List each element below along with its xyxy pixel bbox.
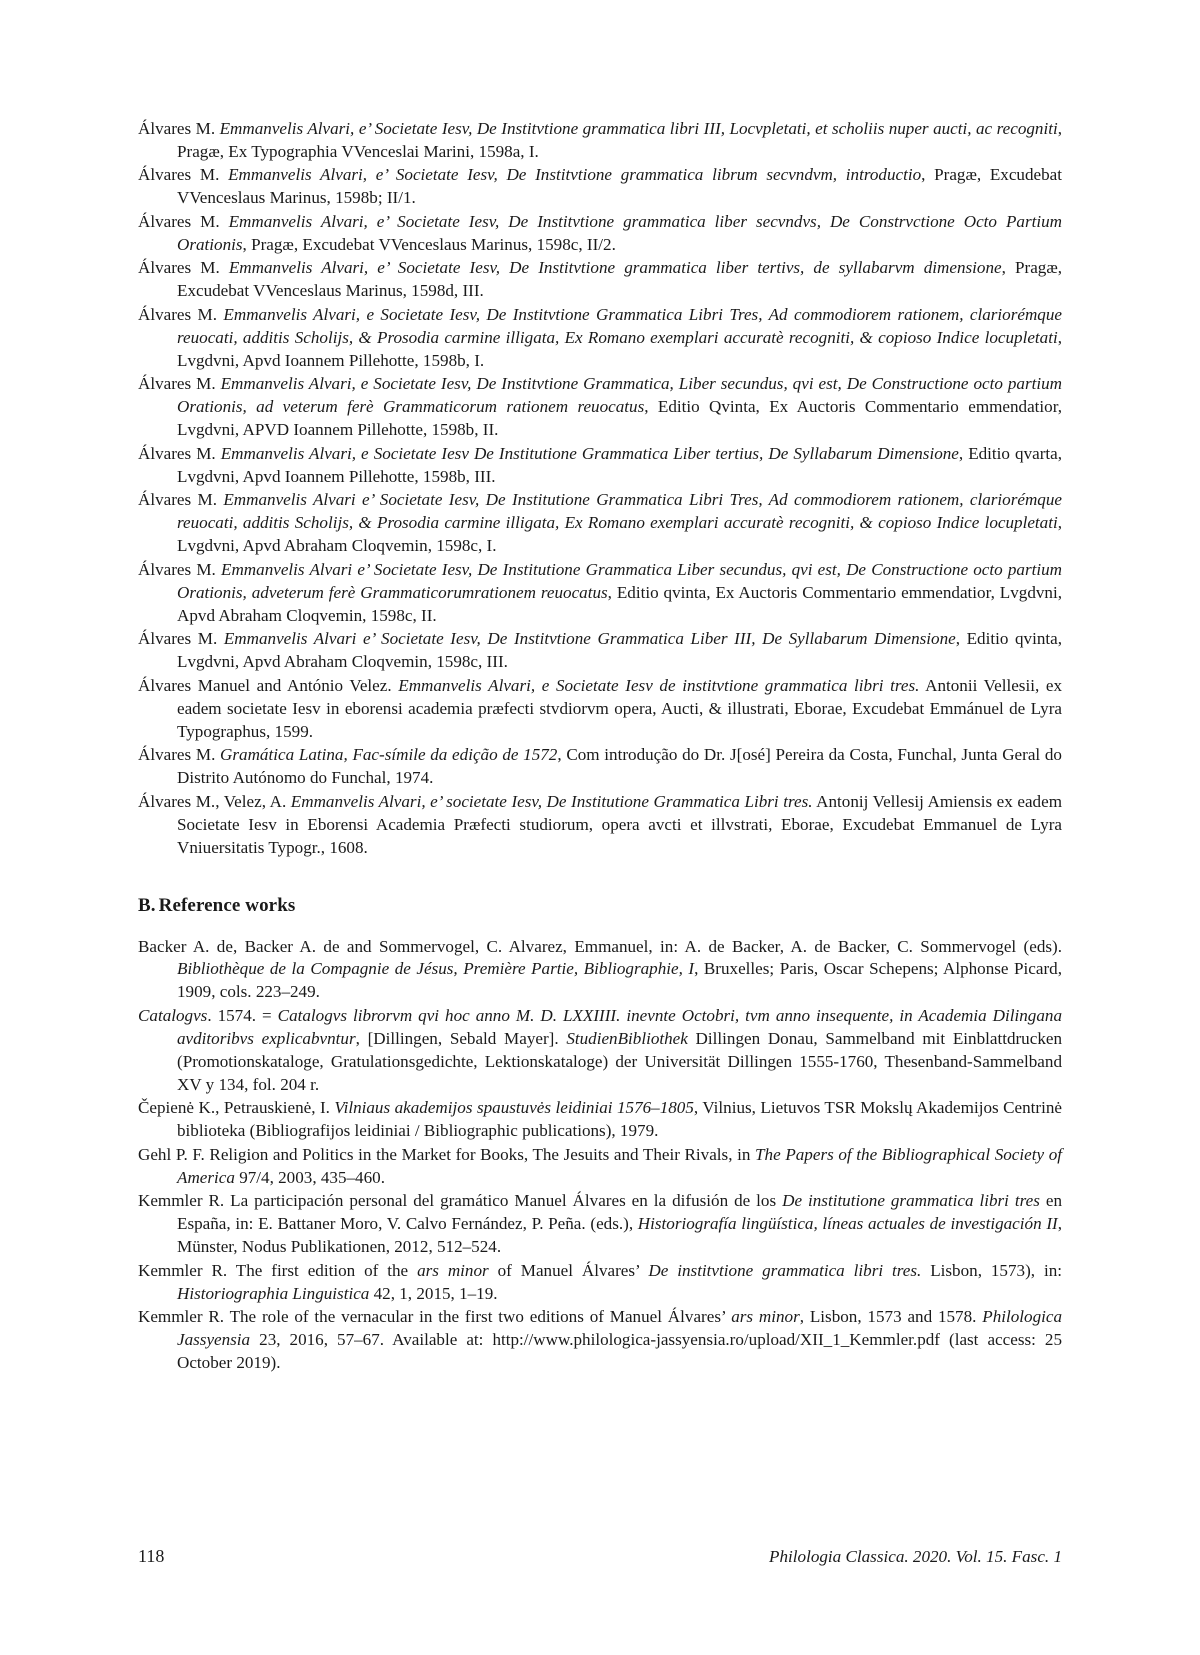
entry-text: , Pragæ, Excudebat VVenceslaus Marinus, 1598d, III. [177,258,1062,301]
bibliography-entry [138,744,1062,790]
entry-text: , Münster, Nodus Publikationen, 2012, 512–524. [177,1214,1062,1257]
entry-title-italic: Emmanvelis Alvari e’ Societate Iesv, De Institutione Grammatica Libri Tres, Ad commodiorem rationem, clariorémque reuocati, additis Scholijs, & Prosodia carmine illigata, Ex Romano exemplari accuratè recogniti, & copioso Indice locupletati [177,490,1062,533]
entry-text: Álvares M. [138,490,224,510]
entry-text: Álvares M. [138,374,221,394]
entry-text: , Vilnius, Lietuvos TSR Mokslų Akademijos Centrinė biblioteka (Bibliografijos leidiniai / Bibliographic publications), 1979. [177,1098,1062,1141]
bibliography-entry [138,257,1062,303]
reference-list-reference-works [138,936,1062,1376]
bibliography-entry [138,1260,1062,1306]
bibliography-entry [138,118,1062,164]
page-number: 118 [138,1546,165,1566]
bibliography-entry [138,1005,1062,1097]
entry-text: , Editio qvinta, Ex Auctoris Commentario emmendatior, Lvgdvni, Apvd Abraham Cloqvemin, 1598c, II. [177,582,1062,625]
bibliography-entry [138,1306,1062,1375]
entry-title-italic: Emmanvelis Alvari, e’ Societate Iesv, De Institvtione grammatica libri III, Locvpletati, et scholiis nuper aucti, ac recogniti [219,119,1058,138]
entry-text: Álvares M., Velez, A. [138,791,291,811]
bibliography-entry [138,164,1062,210]
entry-text: , Lisbon, 1573 and 1578. [799,1307,983,1327]
entry-text: of Manuel Álvares’ [488,1260,649,1280]
entry-title-italic: Emmanvelis Alvari, e’ Societate Iesv, De Institvtione grammatica liber secvndvs, De Constrvctione Octo Partium Orationis [177,211,1062,254]
entry-text: Álvares M. [138,258,229,278]
entry-text: , Editio qvinta, Lvgdvni, Apvd Abraham Cloqvemin, 1598c, III. [177,629,1062,672]
entry-text: Lisbon, 1573), in: [921,1260,1063,1280]
entry-text: Kemmler R. La participación personal del gramático Manuel Álvares en la difusión de los [138,1191,783,1211]
entry-text: Backer A. de, Backer A. de and Sommervogel, C. Alvarez, Emmanuel, in: A. de Backer, A. de Backer, C. Sommervogel (eds). [138,936,1062,956]
entry-text: , Editio Qvinta, Ex Auctoris Commentario emmendatior, Lvgdvni, APVD Ioannem Pillehotte, 1598b, II. [177,397,1062,440]
entry-text: Álvares Manuel and António Velez. [138,675,399,695]
entry-text: en España, in: E. Battaner Moro, V. Calvo Fernández, P. Peña. (eds.), [177,1191,1062,1234]
entry-title-italic: The Papers of the Bibliographical Society of America [177,1144,1062,1187]
entry-text: Álvares M. [138,629,224,649]
bibliography-entry [138,1190,1062,1259]
entry-text: Antonii Vellesii, ex eadem societate Iesv in eborensi academia præfecti stvdiorvm opera, Aucti, & illustrati, Eborae, Excudebat Emmánuel de Lyra Typographus, 1599. [177,675,1062,741]
entry-text: 23, 2016, 57–67. Available at: http://www.philologica-jassyensia.ro/upload/XII_1_Kemmler.pdf (last access: 25 October 2019). [177,1330,1062,1373]
entry-text: Dillingen Donau, Sammelband mit Einblattdrucken (Promotionskataloge, Gratulationsgedichte, Lektionskataloge) der Universität Dillingen 1555-1760, Thesenband-Sammelband XV y 134, fol. 204 r. [177,1028,1062,1094]
entry-title-italic: Emmanvelis Alvari, e Societate Iesv De Institutione Grammatica Liber tertius, De Syllabarum Dimensione [220,443,959,463]
bibliography-entry [138,373,1062,442]
bibliography-entry [138,304,1062,373]
entry-text: Kemmler R. The first edition of the [138,1260,418,1280]
entry-title-italic: Emmanvelis Alvari e’ Societate Iesv, De Institutione Grammatica Liber secundus, qvi est, De Constructione octo partium Orationis, adveterum ferè Grammaticorumrationem reuocatus [177,559,1062,602]
entry-title-italic: Philologica Jassyensia [177,1307,1063,1350]
bibliography-entry [138,489,1062,558]
entry-text: Álvares M. [138,119,220,138]
entry-text: 97/4, 2003, 435–460. [234,1167,385,1187]
entry-title-italic: Emmanvelis Alvari, e Societate Iesv, De Institvtione Grammatica Libri Tres, Ad commodiorem rationem, clariorémque reuocati, additis Scholijs, & Prosodia carmine illigata, Ex Romano exemplari accuratè recogniti, & copioso Indice locupletati [177,304,1062,347]
entry-title-italic: Historiographia Linguistica [177,1283,370,1303]
bibliography-entry [138,443,1062,489]
entry-title-italic: Gramática Latina, Fac-símile da edição de 1572 [220,745,558,765]
entry-text: 42, 1, 2015, 1–19. [369,1283,498,1303]
entry-text: Álvares M. [138,304,224,324]
entry-text: , Pragæ, Excudebat VVenceslaus Marinus, 1598b; II/1. [177,165,1062,208]
entry-title-italic: ars minor [731,1307,800,1327]
entry-text: , [Dillingen, Sebald Mayer]. [355,1028,567,1048]
entry-title-italic: Emmanvelis Alvari, e Societate Iesv de institvtione grammatica libri tres. [398,675,920,695]
bibliography-entry [138,211,1062,257]
bibliography-primary-sources [138,118,1062,860]
entry-title-italic: Emmanvelis Alvari e’ Societate Iesv, De Institvtione Grammatica Liber III, De Syllabarum Dimensione [223,629,956,649]
entry-title-italic: Emmanvelis Alvari, e’ Societate Iesv, De Institvtione grammatica librum secvndvm, introductio [228,165,922,185]
journal-citation: Philologia Classica. 2020. Vol. 15. Fasc. 1 [769,1547,1062,1566]
entry-title-italic: De institvtione grammatica libri tres. [648,1260,922,1280]
section-title: Reference works [158,894,296,916]
entry-text: , Pragæ, Ex Typographia VVenceslai Marini, 1598a, I. [177,119,1062,161]
entry-title-italic: StudienBibliothek [566,1028,688,1048]
section-label: B. [138,894,156,916]
entry-text: , Editio qvarta, Lvgdvni, Apvd Ioannem Pillehotte, 1598b, III. [177,443,1063,486]
entry-text: Kemmler R. The role of the vernacular in the first two editions of Manuel Álvares’ [138,1307,732,1327]
bibliography-entry [138,675,1062,744]
reference-list-primary [138,118,1062,860]
bibliography-reference-works [138,936,1062,1376]
entry-title-italic: ars minor [417,1260,489,1280]
entry-title-italic: Historiografía lingüística, líneas actuales de investigación II [637,1214,1058,1234]
bibliography-entry [138,1097,1062,1143]
entry-title-italic: Bibliothèque de la Compagnie de Jésus, Première Partie, Bibliographie, I [177,959,695,979]
bibliography-entry [138,791,1062,860]
bibliography-entry [138,1144,1062,1190]
entry-text: Čepienė K., Petrauskienė, I. [138,1098,335,1118]
entry-title-italic: Emmanvelis Alvari, e’ societate Iesv, De Institutione Grammatica Libri tres. [290,791,813,811]
section-heading-reference-works [138,895,1062,917]
entry-title-italic: Catalogvs librorvm qvi hoc anno M. D. LXXIIII. inevnte Octobri, tvm anno insequente, in Academia Dilingana avditoribvs explicabvntur [177,1005,1062,1048]
entry-title-italic: Emmanvelis Alvari, e’ Societate Iesv, De Institvtione grammatica liber tertivs, de syllabarvm dimensione [228,258,1002,278]
entry-title-italic: Catalogvs [138,1005,208,1025]
entry-text: Álvares M. [138,745,221,765]
entry-text: Álvares M. [138,211,229,231]
entry-text: , Lvgdvni, Apvd Abraham Cloqvemin, 1598c, I. [177,513,1062,556]
entry-title-italic: Vilniaus akademijos spaustuvės leidiniai 1576–1805 [334,1098,694,1118]
page-footer [138,1546,1062,1567]
bibliography-entry [138,936,1062,1005]
entry-text: , Com introdução do Dr. J[osé] Pereira da Costa, Funchal, Junta Geral do Distrito Autónomo do Funchal, 1974. [177,745,1062,788]
entry-text: , Bruxelles; Paris, Oscar Schepens; Alphonse Picard, 1909, cols. 223–249. [177,959,1062,1002]
entry-text: . 1574. = [207,1005,278,1025]
entry-text: Álvares M. [138,165,229,185]
entry-text: Antonij Vellesij Amiensis ex eadem Societate Iesv in Eborensi Academia Præfecti studiorum, opera avcti et illvstrati, Eborae, Excudebat Emmanuel de Lyra Vniuersitatis Typogr., 1608. [177,791,1062,857]
entry-text: , Lvgdvni, Apvd Ioannem Pillehotte, 1598b, I. [177,327,1062,370]
entry-text: Gehl P. F. Religion and Politics in the Market for Books, The Jesuits and Their Rivals, in [138,1144,756,1164]
bibliography-entry [138,628,1062,674]
entry-title-italic: Emmanvelis Alvari, e Societate Iesv, De Institvtione Grammatica, Liber secundus, qvi est, De Constructione octo partium Orationis, ad veterum ferè Grammaticorum rationem reuocatus [177,374,1062,417]
entry-title-italic: De institutione grammatica libri tres [782,1191,1040,1211]
entry-text: Álvares M. [138,559,222,579]
entry-text: , Pragæ, Excudebat VVenceslaus Marinus, 1598c, II/2. [242,234,616,254]
entry-text: Álvares M. [138,443,221,463]
bibliography-entry [138,559,1062,628]
